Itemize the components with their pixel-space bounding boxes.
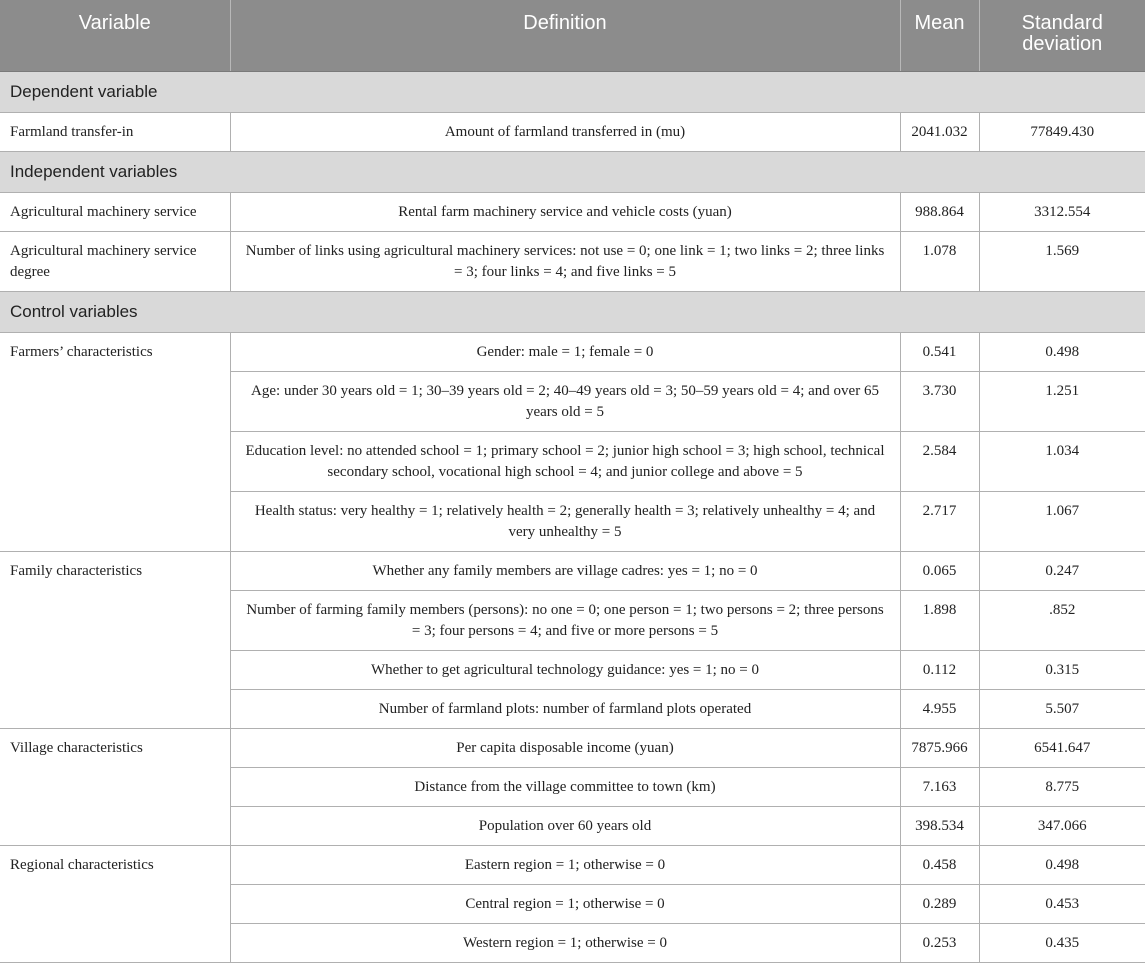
definition-cell: Population over 60 years old (230, 807, 900, 846)
mean-cell: 0.541 (900, 333, 979, 372)
mean-cell: 0.458 (900, 846, 979, 885)
definition-cell: Number of links using agricultural machinery services: not use = 0; one link = 1; two links = 2; three links = 3; four links = 4; and five links = 5 (230, 232, 900, 292)
section-row-control (0, 292, 1145, 333)
sd-cell: 0.498 (979, 333, 1145, 372)
sd-cell: 5.507 (979, 690, 1145, 729)
header-standard-deviation: Standard deviation (979, 0, 1145, 72)
mean-cell: 0.253 (900, 924, 979, 963)
definition-cell: Gender: male = 1; female = 0 (230, 333, 900, 372)
group-label-regional: Regional characteristics (0, 846, 230, 963)
header-mean: Mean (900, 0, 979, 72)
sd-cell: 0.453 (979, 885, 1145, 924)
sd-cell: 0.315 (979, 651, 1145, 690)
sd-cell: 0.247 (979, 552, 1145, 591)
definition-cell: Number of farming family members (persons): no one = 0; one person = 1; two persons = 2; three persons = 3; four persons = 4; and five or more persons = 5 (230, 591, 900, 651)
sd-cell: 1.034 (979, 432, 1145, 492)
definition-cell: Distance from the village committee to town (km) (230, 768, 900, 807)
header-variable: Variable (0, 0, 230, 72)
definition-cell: Number of farmland plots: number of farmland plots operated (230, 690, 900, 729)
sd-cell: 6541.647 (979, 729, 1145, 768)
definition-cell: Central region = 1; otherwise = 0 (230, 885, 900, 924)
table-row (0, 333, 1145, 372)
mean-cell: 0.112 (900, 651, 979, 690)
definition-cell: Whether to get agricultural technology guidance: yes = 1; no = 0 (230, 651, 900, 690)
sd-cell: 1.067 (979, 492, 1145, 552)
sd-cell: 77849.430 (979, 113, 1145, 152)
sd-cell: 1.251 (979, 372, 1145, 432)
table-row (0, 113, 1145, 152)
group-label-farmers: Farmers’ characteristics (0, 333, 230, 552)
mean-cell: 4.955 (900, 690, 979, 729)
table-row (0, 846, 1145, 885)
table-row (0, 232, 1145, 292)
group-label-village: Village characteristics (0, 729, 230, 846)
table-row (0, 193, 1145, 232)
header-row (0, 0, 1145, 72)
sd-cell: 0.435 (979, 924, 1145, 963)
mean-cell: 7875.966 (900, 729, 979, 768)
mean-cell: 988.864 (900, 193, 979, 232)
mean-cell: 0.289 (900, 885, 979, 924)
sd-cell: 0.498 (979, 846, 1145, 885)
sd-cell: 1.569 (979, 232, 1145, 292)
sd-cell: 347.066 (979, 807, 1145, 846)
section-row-dependent (0, 72, 1145, 113)
mean-cell: 0.065 (900, 552, 979, 591)
variable-cell: Farmland transfer-in (0, 113, 230, 152)
header-definition: Definition (230, 0, 900, 72)
definition-cell: Health status: very healthy = 1; relatively health = 2; generally health = 3; relatively unhealthy = 4; and very unhealthy = 5 (230, 492, 900, 552)
mean-cell: 1.078 (900, 232, 979, 292)
definition-cell: Rental farm machinery service and vehicle costs (yuan) (230, 193, 900, 232)
mean-cell: 2.717 (900, 492, 979, 552)
section-label: Dependent variable (0, 72, 1145, 113)
mean-cell: 1.898 (900, 591, 979, 651)
definition-cell: Education level: no attended school = 1; primary school = 2; junior high school = 3; high school, technical secondary school, vocational high school = 4; and junior college and above = 5 (230, 432, 900, 492)
sd-cell: .852 (979, 591, 1145, 651)
mean-cell: 7.163 (900, 768, 979, 807)
definition-cell: Amount of farmland transferred in (mu) (230, 113, 900, 152)
definition-cell: Eastern region = 1; otherwise = 0 (230, 846, 900, 885)
table-row (0, 729, 1145, 768)
definition-cell: Per capita disposable income (yuan) (230, 729, 900, 768)
section-label: Control variables (0, 292, 1145, 333)
mean-cell: 2.584 (900, 432, 979, 492)
variable-cell: Agricultural machinery service (0, 193, 230, 232)
mean-cell: 2041.032 (900, 113, 979, 152)
section-label: Independent variables (0, 152, 1145, 193)
sd-cell: 8.775 (979, 768, 1145, 807)
definition-cell: Whether any family members are village cadres: yes = 1; no = 0 (230, 552, 900, 591)
sd-cell: 3312.554 (979, 193, 1145, 232)
mean-cell: 398.534 (900, 807, 979, 846)
definition-cell: Age: under 30 years old = 1; 30–39 years old = 2; 40–49 years old = 3; 50–59 years old = 4; and over 65 years old = 5 (230, 372, 900, 432)
definition-cell: Western region = 1; otherwise = 0 (230, 924, 900, 963)
variable-cell: Agricultural machinery service degree (0, 232, 230, 292)
mean-cell: 3.730 (900, 372, 979, 432)
table-row (0, 552, 1145, 591)
group-label-family: Family characteristics (0, 552, 230, 729)
section-row-independent (0, 152, 1145, 193)
